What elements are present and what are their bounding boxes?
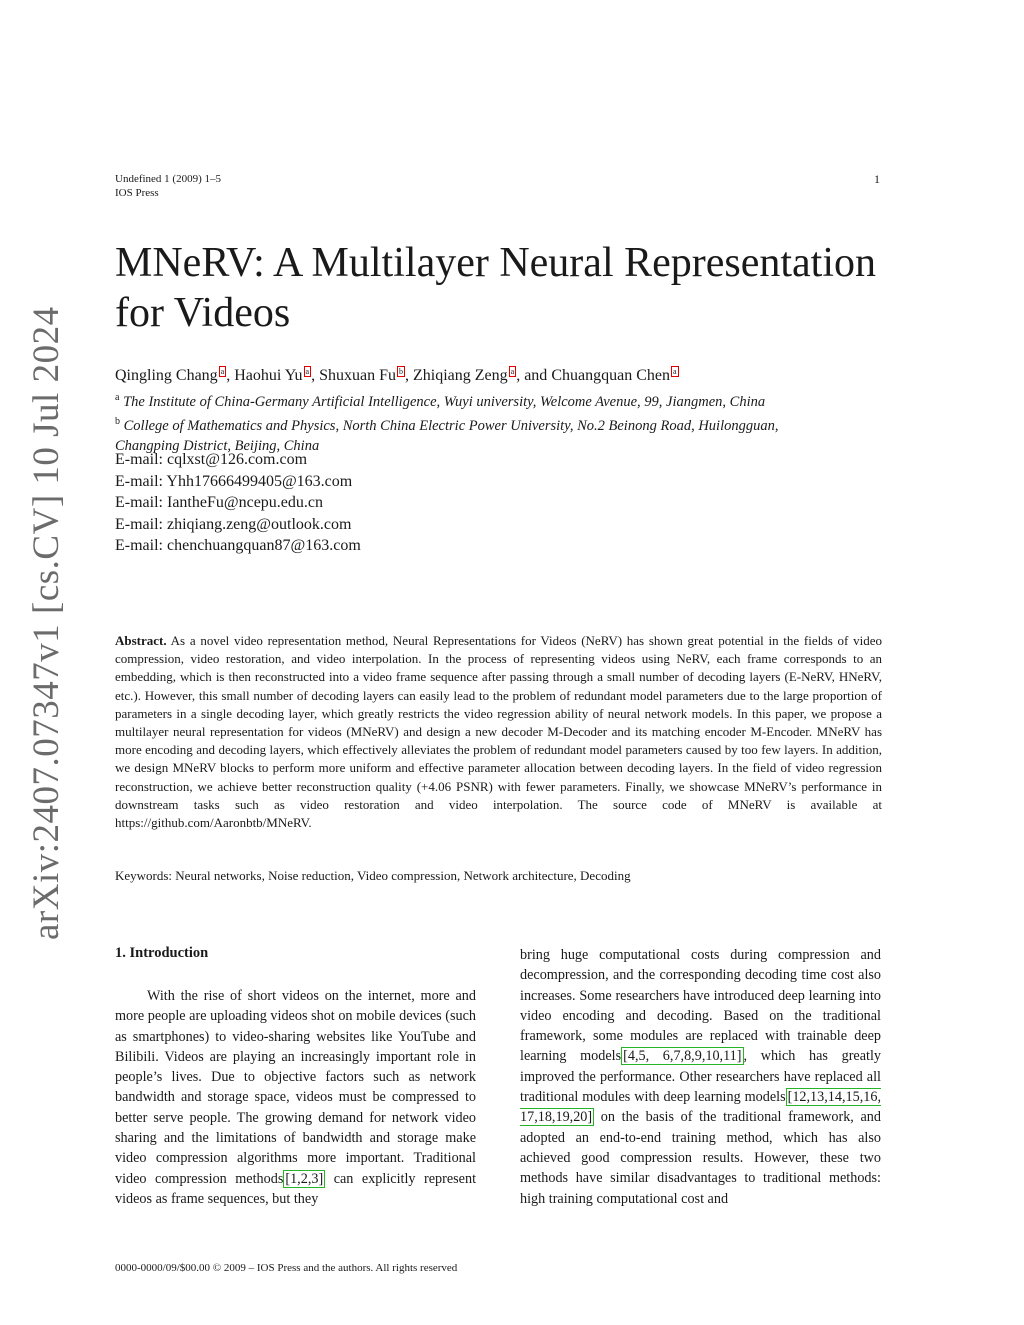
affiliation-b-cont: Changping District, Beijing, China — [115, 437, 320, 454]
left-column-paragraph — [115, 986, 476, 1209]
journal-line: Undefined 1 (2009) 1–5 — [115, 173, 222, 185]
author-separator: , — [311, 367, 320, 384]
citation-link[interactable]: [1,2,3] — [285, 1170, 324, 1187]
page-number: 1 — [874, 172, 880, 186]
email-line: E-mail: Yhh17666499405@163.com — [115, 472, 353, 490]
author-name: Qingling Chang — [115, 367, 218, 384]
affiliation-link[interactable]: a — [305, 367, 310, 376]
title-line-2: for Videos — [115, 290, 291, 336]
paper-title — [115, 238, 915, 338]
body-text: bring huge computational costs during compression and decompression, and the corresponding decoding time cost also increases. Some researchers have introduced deep learning into video encoding and decoding. Based on the traditional framework, some modules are replaced with trainable deep learning models — [520, 947, 881, 1065]
email-line: E-mail: IantheFu@ncepu.edu.cn — [115, 494, 323, 512]
affiliations — [115, 388, 905, 456]
publisher-line: IOS Press — [115, 187, 159, 199]
copyright-footer: 0000-0000/09/$00.00 © 2009 – IOS Press and the authors. All rights reserved — [115, 1262, 458, 1274]
author-separator: , — [226, 367, 235, 384]
affiliation-link[interactable]: a — [672, 367, 677, 376]
affiliation-a — [115, 388, 905, 412]
body-text: can explicitly represent videos as frame sequences, but they — [115, 1170, 477, 1207]
abstract — [115, 632, 882, 832]
citation-link[interactable]: [4,5, 6,7,8,9,10,11] — [623, 1048, 742, 1065]
affiliation-label: a — [115, 392, 120, 403]
email-line: E-mail: cqlxst@126.com.com — [115, 451, 308, 468]
right-column-paragraph — [520, 945, 881, 1209]
affiliation-link[interactable]: b — [399, 367, 403, 376]
affiliation-b — [115, 412, 905, 436]
author-name: Haohui Yu — [234, 367, 303, 384]
citation-link[interactable]: [12,13,14,15,16, 17,18,19,20] — [520, 1089, 881, 1126]
email-line: E-mail: zhiqiang.zeng@outlook.com — [115, 515, 352, 533]
affiliation-link[interactable]: a — [220, 367, 225, 376]
section-heading: 1. Introduction — [115, 945, 209, 961]
keywords: Keywords: Neural networks, Noise reduction, Video compression, Network architecture, Decoding — [115, 868, 631, 883]
affiliation-label: b — [115, 415, 120, 427]
email-list — [115, 449, 361, 557]
email-line: E-mail: chenchuangquan87@163.com — [115, 537, 361, 555]
abstract-text: As a novel video representation method, Neural Representations for Videos (NeRV) has shown great potential in the fields of video compression, video restoration, and video interpolation. In the process of representing videos using NeRV, each frame corresponds to an embedding, which is then reconstructed into a video frame sequence after passing through a small number of decoding layers (E-NeRV, HNeRV, etc.). However, this small number of decoding layers can easily lead to the problem of redundant model parameters due to the large proportion of parameters in a single decoding layer, which greatly restricts the video regression ability of neural network models. In this paper, we propose a multilayer neural representation for videos (MNeRV) and design a new decoder M-Decoder and its matching encoder M-Encoder. MNeRV has more encoding and decoding layers, which effectively alleviates the problem of redundant model parameters caused by too few layers. In addition, we design MNeRV blocks to perform more uniform and effective parameter allocation between decoding layers. In the field of video regression reconstruction, we achieve better reconstruction quality (+4.06 PSNR) with fewer parameters. Finally, we showcase MNeRV’s performance in downstream tasks such as video restoration and video interpolation. The source code of MNeRV is available at https://github.com/Aaronbtb/MNeRV. — [115, 633, 882, 831]
author-name: Chuangquan Chen — [551, 367, 670, 384]
arxiv-stamp: arXiv:2407.07347v1 [cs.CV] 10 Jul 2024 — [26, 306, 67, 940]
affiliation-text: College of Mathematics and Physics, North China Electric Power University, No.2 Beinong Road, Huilongguan, — [123, 417, 779, 434]
author-name: Zhiqiang Zeng — [413, 367, 508, 384]
affiliation-text: The Institute of China-Germany Artificial Intelligence, Wuyi university, Welcome Avenue, 99, Jiangmen, China — [123, 393, 766, 410]
affiliation-link[interactable]: a — [510, 367, 515, 376]
author-list — [115, 366, 915, 386]
author-separator: , and — [516, 367, 552, 384]
author-name: Shuxuan Fu — [319, 367, 396, 384]
title-line-1: MNeRV: A Multilayer Neural Representation — [115, 240, 877, 286]
abstract-label: Abstract. — [115, 633, 167, 648]
body-text: on the basis of the traditional framework, and adopted an end-to-end training method, which has also achieved good compression results. However, these two methods have similar disadvantages to traditional methods: high training computational cost and — [520, 1109, 881, 1207]
author-separator: , — [405, 367, 413, 384]
body-text: , which has greatly improved the performance. Other researchers have replaced all traditional modules with deep learning models — [520, 1048, 881, 1106]
running-header — [115, 172, 221, 200]
body-text: With the rise of short videos on the internet, more and more people are uploading videos shot on mobile devices (such as smartphones) to video-sharing websites like YouTube and Bilibili. Videos are playing an increasingly important role in people’s lives. Due to objective factors such as network bandwidth and storage space, videos must be compressed to better serve people. The growing demand for network video sharing and the limitations of bandwidth and storage make video compression algorithms more important. Traditional video compression methods — [115, 988, 476, 1187]
